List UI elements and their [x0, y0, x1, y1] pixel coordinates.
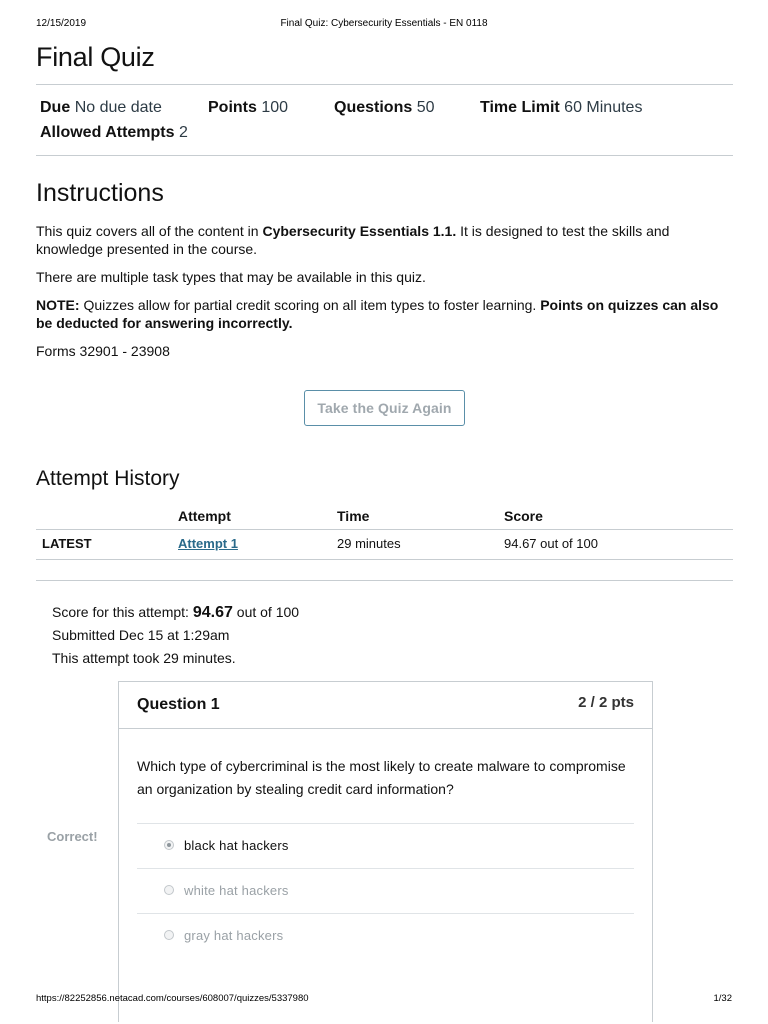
question-points: 2 / 2 pts: [578, 694, 634, 711]
answer-list: [137, 823, 634, 958]
table-header-row: [36, 504, 733, 530]
question-card: [118, 681, 653, 1022]
due-info: Due No due date: [40, 99, 162, 116]
attempt-summary: [36, 581, 733, 670]
correct-answer-flag: Correct!: [47, 829, 98, 844]
question-header: [119, 682, 652, 729]
instructions-paragraph: This quiz covers all of the content in Cybersecurity Essentials 1.1. It is designed to test the skills and knowledge presented in the course.: [36, 223, 670, 257]
duration-line: This attempt took 29 minutes.: [52, 650, 236, 666]
page-number: 1/32: [713, 993, 732, 1004]
allowed-attempts-info: Allowed Attempts 2: [40, 124, 188, 141]
radio-icon[interactable]: [164, 885, 174, 895]
divider: [36, 155, 733, 156]
instructions-note: NOTE: Quizzes allow for partial credit scoring on all item types to foster learning. Points on quizzes can also be deducted for answering incorrectly.: [36, 297, 719, 331]
attempt-score-line: Score for this attempt: 94.67 out of 100: [52, 604, 300, 621]
answer-option[interactable]: [137, 823, 634, 868]
print-title: Final Quiz: Cybersecurity Essentials - EN 0118: [280, 18, 488, 29]
page-title: Final Quiz: [36, 42, 155, 72]
attempt-link[interactable]: Attempt 1: [178, 536, 238, 551]
radio-icon[interactable]: [164, 930, 174, 940]
answer-label: gray hat hackers: [184, 928, 284, 943]
questions-info: Questions 50: [334, 99, 435, 116]
print-date: 12/15/2019: [36, 18, 87, 29]
column-header: [36, 504, 172, 530]
attempt-score: 94.67 out of 100: [498, 530, 733, 560]
points-info: Points 100: [208, 99, 289, 116]
attempt-history-heading: Attempt History: [36, 467, 180, 490]
instructions-paragraph: There are multiple task types that may be available in this quiz.: [36, 269, 426, 285]
question-text: Which type of cybercriminal is the most likely to create malware to compromise an organization by stealing credit card information?: [137, 758, 626, 797]
answer-label: black hat hackers: [184, 838, 289, 853]
column-header: Time: [331, 504, 498, 530]
instructions-heading: Instructions: [36, 179, 164, 207]
print-url: https://82252856.netacad.com/courses/608007/quizzes/5337980: [36, 993, 309, 1004]
radio-selected-icon[interactable]: [164, 840, 174, 850]
column-header: Score: [498, 504, 733, 530]
answer-option[interactable]: [137, 913, 634, 958]
answer-label: white hat hackers: [184, 883, 289, 898]
attempt-time: 29 minutes: [331, 530, 498, 560]
quiz-content: [36, 40, 733, 670]
take-quiz-again-button[interactable]: Take the Quiz Again: [304, 390, 464, 426]
table-row: [36, 530, 733, 560]
column-header: Attempt: [172, 504, 331, 530]
attempt-history-table: [36, 504, 733, 560]
quiz-meta: [36, 85, 733, 155]
time-limit-info: Time Limit 60 Minutes: [480, 99, 643, 116]
answer-option[interactable]: [137, 868, 634, 913]
submitted-line: Submitted Dec 15 at 1:29am: [52, 627, 230, 643]
question-title: Question 1: [137, 696, 220, 713]
forms-label: Forms 32901 - 23908: [36, 343, 170, 359]
latest-tag: LATEST: [36, 530, 172, 560]
